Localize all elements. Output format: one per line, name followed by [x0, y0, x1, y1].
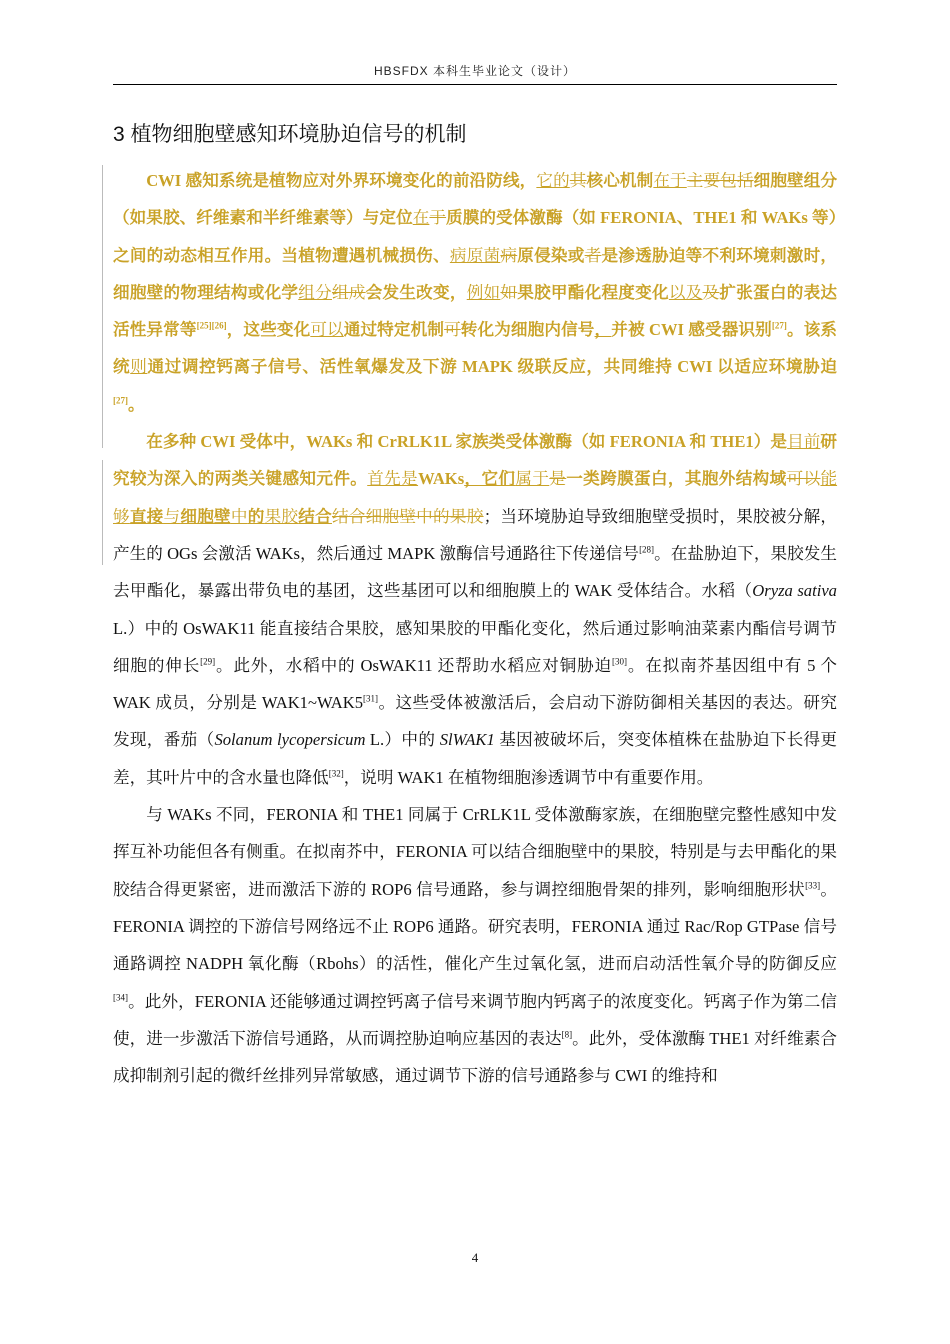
body-text: 。此外，水稻中的 OsWAK11 还帮助水稻应对铜胁迫	[215, 655, 612, 675]
species-name: Oryza sativa	[752, 581, 837, 601]
running-header: HBSFDX 本科生毕业论文（设计）	[373, 64, 576, 78]
deleted-text: 病	[500, 245, 518, 265]
tracked-text: 。该系统	[113, 320, 838, 377]
page-number: 4	[471, 1250, 479, 1265]
inserted-text: 目前	[787, 432, 821, 452]
species-name: Solanum lycopersicum	[214, 730, 366, 750]
inserted-text: 属于	[515, 469, 550, 489]
inserted-text: 直接	[129, 506, 164, 526]
tracked-text: 在多种 CWI 受体中，WAKs 和 CrRLK1L 家族类受体激酶（如 FERONIA 和 THE1）是	[146, 432, 788, 452]
citation: [33]	[805, 880, 821, 891]
tracked-text: WAKs	[418, 469, 465, 489]
deleted-text: 是	[549, 469, 567, 489]
body-text: 。FERONIA 调控的下游信号网络远不止 ROP6 通路。研究表明，FERONIA 通过 Rac/Rop GTPase 信号通路调控 NADPH 氧化酶（Rbohs）的活性，催化产生过氧化氢，进而启动活性氧介导的防御反应	[113, 879, 838, 974]
deleted-text: 者	[584, 245, 602, 265]
deleted-text: 主要包括	[686, 171, 754, 190]
tracked-text: 细胞壁组分（如果胶、纤维素和半纤维素等）与定位	[113, 171, 838, 228]
inserted-text: 可以	[310, 320, 344, 340]
tracked-text: 是渗透胁迫等不利环境刺激时，细胞壁的物理结构或化学	[113, 245, 838, 302]
body-text: 当环境胁迫导致细胞壁受损时，果胶被分解，产生的 OGs 会激活 WAKs，然后通过 MAPK 激酶信号通路往下传递信号	[113, 506, 838, 563]
document-body	[113, 162, 837, 1094]
tracked-text: CWI 感知系统是植物应对外界环境变化的前沿防线，	[146, 171, 537, 190]
deleted-text: 其	[569, 171, 587, 190]
inserted-text: 在于	[653, 171, 687, 190]
tracked-text: 转化为细胞内信号	[460, 320, 595, 340]
gene-name: SlWAK1	[439, 730, 495, 750]
tracked-text: 原侵染或	[517, 245, 585, 265]
deleted-text: 于	[429, 208, 447, 228]
inserted-text: 在	[412, 208, 430, 228]
section-title: 3 植物细胞壁感知环境胁迫信号的机制	[113, 123, 467, 146]
body-text: 。此外，受体激酶 THE1 对纤维素合成抑制剂引起的微纤丝排列异常敏感，通过调节下游的信号通路参与 CWI 的维持和	[113, 1028, 837, 1086]
change-bar	[102, 165, 103, 448]
body-text: 。这些受体被激活后，会启动下游防御相关基因的表达。研究发现，番茄（	[113, 693, 837, 750]
inserted-text: 以及	[668, 282, 703, 302]
inserted-text: ，它们	[464, 469, 516, 489]
tracked-text: 。	[128, 394, 145, 414]
body-text: 。此外，FERONIA 还能够通过调控钙离子信号来调节胞内钙离子的浓度变化。钙离子作为第二信使，进一步激活下游信号通路，从而调控胁迫响应基因的表达	[113, 991, 837, 1048]
deleted-text: 如	[500, 282, 518, 302]
body-text: L.）中的 OsWAK11 能直接结合果胶，感知果胶的甲酯化变化，然后通过影响油菜素内酯信号调节细胞的伸长	[113, 618, 837, 675]
body-text: 与 WAKs 不同，FERONIA 和 THE1 同属于 CrRLK1L 受体激酶家族，在细胞壁完整性感知中发挥互补功能但各有侧重。在拟南芥中，FERONIA 可以结合细胞壁中的果胶，特别是与去甲酯化的果胶结合得更紧密，进而激活下游的 ROP6 信号通路，参与调控细胞骨架的排列，影响细胞形状	[113, 805, 837, 899]
citation: [28]	[639, 544, 655, 555]
tracked-text: 会发生改变，	[365, 282, 467, 302]
citation: [25][26]	[196, 320, 227, 331]
inserted-text: 中	[230, 506, 248, 526]
paragraph-receptors	[113, 423, 837, 796]
citation: [8]	[561, 1029, 573, 1040]
inserted-text: 首先是	[367, 469, 419, 489]
citation: [31]	[363, 693, 379, 704]
citation: [30]	[611, 656, 627, 667]
tracked-text: 并被 CWI 感受器识别	[611, 320, 772, 340]
body-text: ；	[483, 506, 501, 526]
body-text: L.）中的	[365, 730, 440, 750]
inserted-text: 病原菌	[449, 245, 501, 265]
tracked-text: 核心机制	[586, 171, 654, 190]
tracked-text: 研究较为深入的两类关键感知元件。	[113, 432, 837, 489]
inserted-text: 则	[130, 357, 148, 377]
tracked-text: 通过特定机制	[343, 320, 445, 340]
inserted-text: 结合	[298, 506, 332, 526]
body-text: 。在拟南芥基因组中有 5 个 WAK 成员，分别是 WAK1~WAK5	[113, 655, 838, 713]
tracked-text: 扩张蛋白的表达活性异常等	[113, 282, 838, 340]
deleted-text: 可	[444, 320, 461, 340]
body-text: ，说明 WAK1 在植物细胞渗透调节中有重要作用。	[343, 767, 714, 787]
body-text: 。在盐胁迫下，果胶发生去甲酯化，暴露出带负电的基团，这些基团可以和细胞膜上的 WAK 受体结合。水稻（	[113, 543, 837, 601]
tracked-text: 质膜的受体激酶（如 FERONIA、THE1 和 WAKs 等）之间的动态相互作用。当植物遭遇机械损伤、	[113, 208, 838, 265]
inserted-text: 细胞壁	[180, 506, 231, 526]
inserted-text: 能够	[113, 469, 838, 526]
deleted-text: 可以	[786, 469, 821, 489]
body-text: 基因被破坏后，突变体植株在盐胁迫下长得更差，其叶片中的含水量也降低	[113, 730, 838, 787]
paragraph-feronia	[113, 796, 837, 1094]
header-rule	[113, 84, 837, 85]
citation: [34]	[113, 992, 128, 1002]
change-bar	[102, 460, 103, 565]
inserted-text: ，	[594, 320, 612, 340]
tracked-text: 通过调控钙离子信号、活性氧爆发及下游 MAPK 级联反应，共同维持 CWI 以适应环境胁迫	[147, 357, 837, 377]
tracked-text: ，这些变化	[226, 320, 311, 340]
tracked-text: 一类跨膜蛋白，其胞外结构域	[566, 469, 787, 489]
citation: [27]	[771, 320, 787, 331]
inserted-text: 与	[163, 506, 181, 526]
citation: [27]	[113, 395, 128, 406]
inserted-text: 组分	[298, 282, 332, 302]
inserted-text: 果胶	[264, 506, 299, 526]
inserted-text: 它的	[536, 171, 570, 190]
inserted-text: 的	[247, 506, 265, 526]
deleted-text: 及	[702, 282, 720, 302]
tracked-text: 果胶甲酯化程度变化	[517, 282, 669, 302]
deleted-text: 组成	[331, 282, 366, 302]
citation: [29]	[200, 656, 216, 667]
deleted-text: 结合细胞壁中的果胶	[331, 506, 484, 526]
paragraph-cwi-system	[113, 162, 837, 423]
citation: [32]	[328, 768, 344, 779]
inserted-text: 例如	[466, 282, 501, 302]
